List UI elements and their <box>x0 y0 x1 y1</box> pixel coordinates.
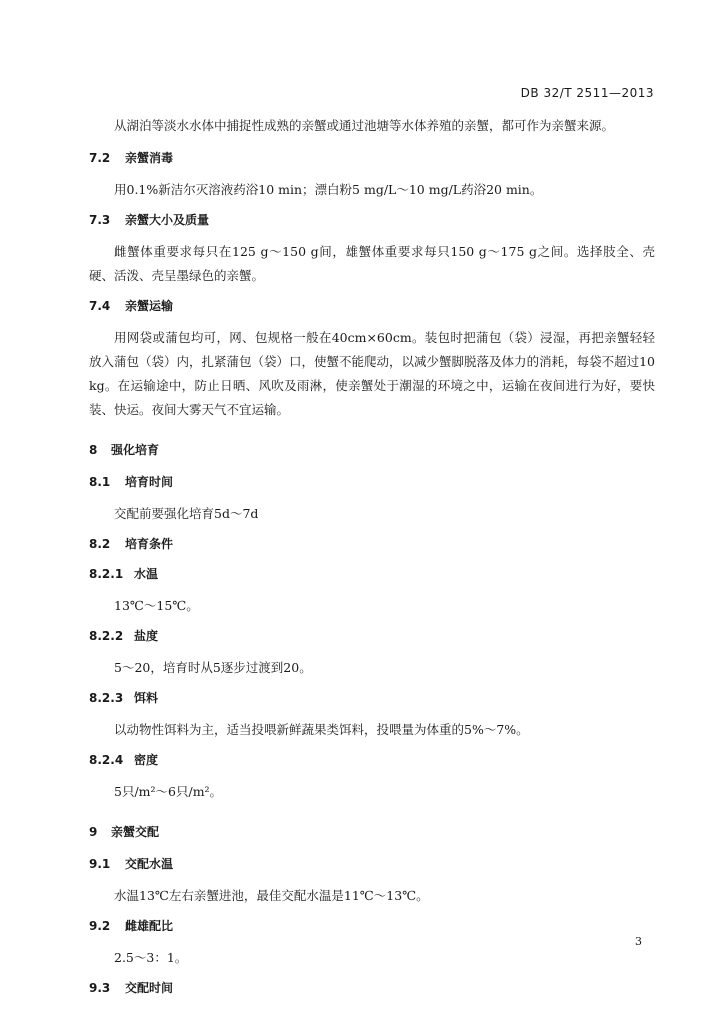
section-title: 亲蟹大小及质量 <box>125 213 210 227</box>
section-7-3-heading <box>89 210 655 230</box>
section-number: 9.2 <box>89 919 111 933</box>
standard-code: DB 32/T 2511—2013 <box>520 86 654 100</box>
paragraph-crab-source: 从湖泊等淡水水体中捕捉性成熟的亲蟹或通过池塘等水体养殖的亲蟹，都可作为亲蟹来源。 <box>114 118 615 133</box>
section-title: 亲蟹消毒 <box>125 151 174 165</box>
section-number: 7.3 <box>89 213 111 227</box>
paragraph-cultivation-time: 交配前要强化培育5d～7d <box>114 506 259 521</box>
section-7-2-heading <box>89 148 655 168</box>
section-title: 水温 <box>134 567 159 581</box>
section-title: 培育条件 <box>125 537 174 551</box>
document-body <box>89 114 655 1008</box>
paragraph-disinfection: 用0.1%新洁尔灭溶液药浴10 min；漂白粉5 mg/L～10 mg/L药浴20 min。 <box>114 182 543 197</box>
section-number: 8.2.3 <box>89 691 124 705</box>
section-title: 交配水温 <box>125 857 174 871</box>
paragraph-water-temp: 13℃～15℃。 <box>114 598 199 613</box>
section-number: 8.2.2 <box>89 629 124 643</box>
section-9-heading <box>89 822 655 842</box>
section-9-2-heading <box>89 916 655 936</box>
section-title: 亲蟹运输 <box>125 299 174 313</box>
paragraph-salinity: 5～20，培育时从5逐步过渡到20。 <box>114 660 312 675</box>
section-title: 强化培育 <box>111 443 160 457</box>
section-number: 9.3 <box>89 981 111 995</box>
section-title: 交配时间 <box>125 981 174 995</box>
paragraph-transport: 用网袋或蒲包均可，网、包规格一般在40cm×60cm。装包时把蒲包（袋）浸湿，再把亲蟹轻轻放入蒲包（袋）内，扎紧蒲包（袋）口，使蟹不能爬动，以减少蟹脚脱落及体力的消耗，每袋不超过10 kg。在运输途中，防止日晒、风吹及雨淋，使亲蟹处于潮湿的环境之中，运输在夜间进行为好，要快装、快运。夜间大雾天气不宜运输。 <box>89 330 655 417</box>
paragraph-sex-ratio: 2.5～3：1。 <box>114 950 188 965</box>
section-8-2-2-heading <box>89 626 655 646</box>
section-7-4-heading <box>89 296 655 316</box>
section-title: 亲蟹交配 <box>111 825 160 839</box>
section-title: 盐度 <box>134 629 159 643</box>
paragraph-size-quality: 雌蟹体重要求每只在125 g～150 g间，雄蟹体重要求每只150 g～175 g之间。选择肢全、壳硬、活泼、壳呈墨绿色的亲蟹。 <box>89 244 655 283</box>
section-8-2-heading <box>89 534 655 554</box>
section-title: 密度 <box>134 753 159 767</box>
section-number: 8.1 <box>89 475 111 489</box>
paragraph-density: 5只/m²～6只/m²。 <box>114 784 223 799</box>
section-number: 8.2.4 <box>89 753 124 767</box>
section-8-2-1-heading <box>89 564 655 584</box>
section-number: 8.2.1 <box>89 567 124 581</box>
paragraph-feed: 以动物性饵料为主，适当投喂新鲜蔬果类饵料，投喂量为体重的5%～7%。 <box>114 722 529 737</box>
section-8-2-4-heading <box>89 750 655 770</box>
section-number: 8.2 <box>89 537 111 551</box>
section-8-2-3-heading <box>89 688 655 708</box>
section-number: 9 <box>89 825 98 839</box>
section-title: 雌雄配比 <box>125 919 174 933</box>
section-number: 9.1 <box>89 857 111 871</box>
paragraph-mating-temp: 水温13℃左右亲蟹进池，最佳交配水温是11℃～13℃。 <box>114 888 429 903</box>
section-8-heading <box>89 440 655 460</box>
section-number: 7.4 <box>89 299 111 313</box>
page-number: 3 <box>635 935 642 948</box>
section-9-1-heading <box>89 854 655 874</box>
section-9-3-heading <box>89 978 655 998</box>
section-title: 培育时间 <box>125 475 174 489</box>
section-number: 8 <box>89 443 98 457</box>
section-title: 饵料 <box>134 691 159 705</box>
section-number: 7.2 <box>89 151 111 165</box>
section-8-1-heading <box>89 472 655 492</box>
